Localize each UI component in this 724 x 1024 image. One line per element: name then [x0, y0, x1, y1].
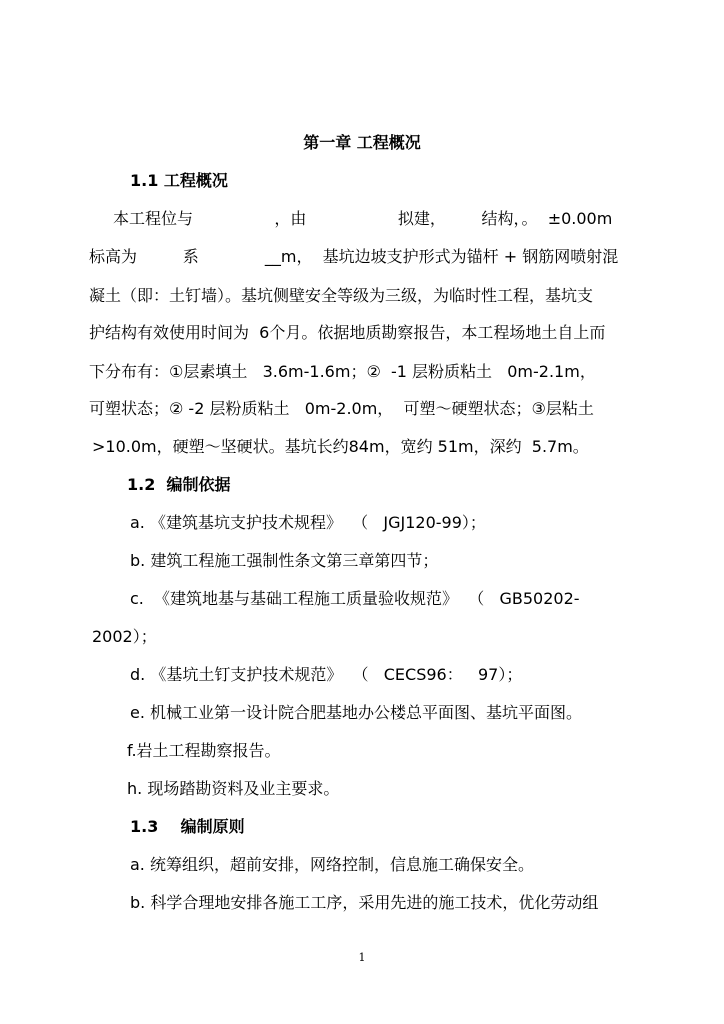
chapter-title: 第一章 工程概况	[303, 133, 421, 152]
section-1-2-heading: 1.2 编制依据	[127, 475, 231, 494]
paragraph-line-7: >10.0m，硬塑～坚硬状。基坑长约84m，宽约 51m，深约 5.7m。	[92, 437, 589, 456]
paragraph-line-4: 护结构有效使用时间为 6个月。依据地质勘察报告，本工程场地土自上而	[89, 323, 606, 342]
paragraph-line-1: 本工程位与 ，由 拟建， 结构，。 ±0.00m	[113, 209, 613, 228]
page-number: 1	[358, 951, 366, 964]
reference-item-d: d. 《基坑土钉支护技术规范》 （ CECS96： 97）；	[130, 665, 523, 684]
principle-item-b: b. 科学合理地安排各施工工序，采用先进的施工技术，优化劳动组	[130, 893, 599, 912]
principle-item-a: a. 统筹组织，超前安排，网络控制，信息施工确保安全。	[130, 855, 534, 874]
paragraph-line-5: 下分布有：①层素填土 3.6m-1.6m；② -1 层粉质粘土 0m-2.1m，	[89, 362, 596, 381]
paragraph-line-3: 凝土（即：土钉墙）。基坑侧壁安全等级为三级，为临时性工程，基坑支	[89, 286, 594, 305]
paragraph-line-2: 标高为 系 __m， 基坑边坡支护形式为锚杆 + 钢筋网喷射混	[89, 247, 619, 266]
paragraph-line-6: 可塑状态；② -2 层粉质粘土 0m-2.0m， 可塑～硬塑状态；③层粘土	[89, 399, 594, 418]
reference-item-c-line-1: c. 《建筑地基与基础工程施工质量验收规范》 （ GB50202-	[130, 589, 580, 608]
reference-item-e: e. 机械工业第一设计院合肥基地办公楼总平面图、基坑平面图。	[130, 703, 583, 722]
reference-item-f: f.岩土工程勘察报告。	[127, 741, 281, 760]
reference-item-c-line-2: 2002）；	[92, 627, 157, 646]
section-1-3-heading: 1.3 编制原则	[130, 817, 245, 836]
reference-item-b: b. 建筑工程施工强制性条文第三章第四节；	[130, 551, 439, 570]
reference-item-h: h. 现场踏勘资料及业主要求。	[127, 779, 340, 798]
reference-item-a: a. 《建筑基坑支护技术规程》 （ JGJ120-99）；	[130, 513, 486, 532]
section-1-1-heading: 1.1 工程概况	[130, 171, 228, 190]
